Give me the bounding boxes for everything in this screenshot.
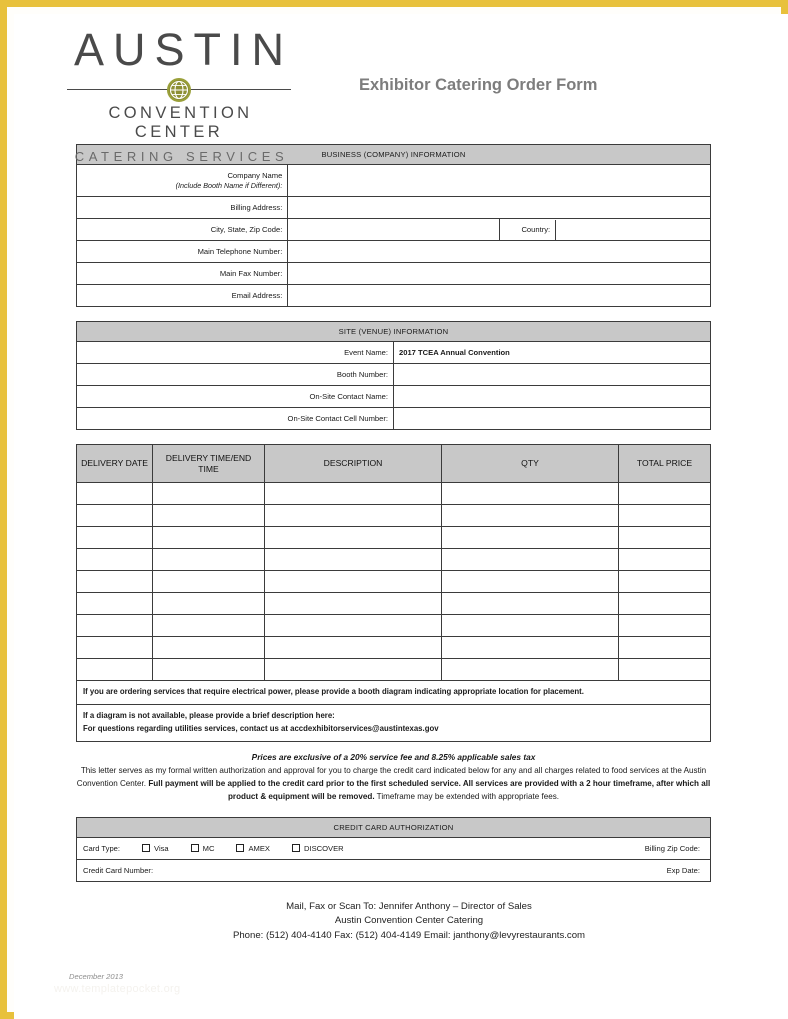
table-row (77, 241, 711, 263)
footer-line-company: Austin Convention Center Catering (334, 915, 484, 927)
diagram-note (77, 704, 711, 741)
onsite-contact-cell-input[interactable] (394, 408, 711, 430)
document-footer (59, 900, 759, 943)
order-cell[interactable] (153, 527, 265, 549)
order-cell[interactable] (153, 615, 265, 637)
table-row (77, 483, 711, 505)
table-row (77, 571, 711, 593)
billing-address-input[interactable] (288, 197, 711, 219)
globe-icon (167, 78, 191, 102)
order-cell[interactable] (153, 549, 265, 571)
order-cell[interactable] (153, 659, 265, 681)
footer-line-mail-to: Mail, Fax or Scan To: Jennifer Anthony – Director of Sales (286, 901, 532, 913)
section-spacer (14, 307, 788, 321)
col-description: DESCRIPTION (265, 445, 442, 483)
company-name-label-note: (Include Booth Name if Different): (175, 180, 283, 190)
card-number-label: Credit Card Number: (83, 866, 154, 876)
onsite-contact-name-label: On-Site Contact Name: (77, 386, 394, 408)
table-row (77, 408, 711, 430)
billing-zip-label: Billing Zip Code: (644, 844, 700, 854)
credit-card-authorization-section (76, 817, 711, 882)
company-name-label-text: Company Name (227, 171, 283, 181)
order-cell[interactable] (265, 593, 442, 615)
checkbox-amex[interactable] (236, 844, 244, 852)
order-cell[interactable] (442, 615, 619, 637)
email-address-label: Email Address: (77, 285, 288, 307)
table-row (77, 704, 711, 741)
order-cell[interactable] (442, 571, 619, 593)
document-page (14, 14, 788, 1019)
exp-date-group[interactable] (667, 866, 704, 875)
table-row (77, 527, 711, 549)
logo-divider (59, 76, 299, 102)
onsite-contact-cell-label: On-Site Contact Cell Number: (77, 408, 394, 430)
order-cell[interactable] (619, 505, 711, 527)
order-items-table (76, 444, 711, 742)
order-cell[interactable] (619, 527, 711, 549)
card-option-amex[interactable] (236, 844, 270, 853)
terms-part1: This letter serves as my formal written authorization and approval for you to charge the credit card indicated below for any and all charges related to food services at the Austin Convention Center. (76, 766, 707, 788)
country-cell (499, 219, 710, 241)
order-cell[interactable] (153, 505, 265, 527)
table-row (77, 659, 711, 681)
order-cell[interactable] (619, 615, 711, 637)
order-cell[interactable] (77, 593, 153, 615)
order-cell[interactable] (153, 483, 265, 505)
terms-part2-bold: Full payment will be applied to the credit card prior to the first scheduled service. All services are provided with a 2 hour timeframe, after which all product & equipment will be removed. (148, 778, 711, 801)
terms-paragraph (76, 751, 711, 803)
document-date: December 2013 (69, 972, 124, 981)
card-option-discover[interactable] (292, 844, 344, 853)
checkbox-visa[interactable] (142, 844, 150, 852)
col-total-price: TOTAL PRICE (619, 445, 711, 483)
section-spacer (14, 430, 788, 444)
card-option-discover-label: DISCOVER (304, 844, 344, 854)
onsite-contact-name-input[interactable] (394, 386, 711, 408)
col-delivery-date: DELIVERY DATE (77, 445, 153, 483)
order-cell[interactable] (77, 549, 153, 571)
checkbox-mc[interactable] (191, 844, 199, 852)
booth-number-input[interactable] (394, 364, 711, 386)
price-exclusions-note: Prices are exclusive of a 20% service fee and 8.25% applicable sales tax (251, 751, 536, 762)
table-row (77, 681, 711, 705)
diagram-note-line2: For questions regarding utilities services, contact us at accdexhibitorservices@austintexas.gov (83, 723, 439, 733)
table-row (77, 838, 711, 860)
logo-austin-text: AUSTIN (73, 24, 293, 75)
business-information-section (76, 144, 711, 307)
order-cell[interactable] (265, 659, 442, 681)
credit-card-table (76, 817, 711, 882)
city-state-zip-input[interactable] (288, 219, 499, 241)
table-row (77, 386, 711, 408)
card-option-visa[interactable] (142, 844, 169, 853)
table-row (77, 219, 711, 241)
order-cell[interactable] (265, 615, 442, 637)
order-cell[interactable] (619, 483, 711, 505)
order-cell[interactable] (442, 659, 619, 681)
order-cell[interactable] (265, 549, 442, 571)
order-cell[interactable] (77, 571, 153, 593)
order-cell[interactable] (619, 637, 711, 659)
card-option-visa-label: Visa (154, 844, 169, 854)
card-option-mc[interactable] (191, 844, 215, 853)
main-fax-label: Main Fax Number: (77, 263, 288, 285)
company-name-input[interactable] (288, 165, 711, 197)
watermark: www.templatepocket.org (54, 983, 181, 995)
exp-date-label: Exp Date: (666, 866, 700, 876)
table-row (77, 549, 711, 571)
order-cell[interactable] (265, 527, 442, 549)
order-cell[interactable] (619, 659, 711, 681)
billing-zip-group[interactable] (645, 844, 704, 853)
footer-line-contact: Phone: (512) 404-4140 Fax: (512) 404-4149 Email: janthony@levyrestaurants.com (232, 929, 586, 941)
table-row (77, 165, 711, 197)
event-name-label: Event Name: (77, 342, 394, 364)
terms-part3: Timeframe may be extended with appropriate fees. (374, 791, 560, 801)
col-qty: QTY (442, 445, 619, 483)
city-state-zip-label: City, State, Zip Code: (77, 219, 288, 241)
site-section-title: SITE (VENUE) INFORMATION (77, 322, 711, 342)
order-items-body (77, 483, 711, 681)
main-telephone-label: Main Telephone Number: (77, 241, 288, 263)
table-row (77, 285, 711, 307)
table-row (77, 364, 711, 386)
logo-catering-services-text: CATERING SERVICES (74, 149, 289, 165)
order-cell[interactable] (442, 505, 619, 527)
card-number-row (77, 860, 711, 882)
main-fax-input[interactable] (288, 263, 711, 285)
order-cell[interactable] (619, 549, 711, 571)
business-section-title: BUSINESS (COMPANY) INFORMATION (77, 145, 711, 165)
credit-card-section-title: CREDIT CARD AUTHORIZATION (77, 818, 711, 838)
order-cell[interactable] (77, 527, 153, 549)
table-row (77, 197, 711, 219)
site-information-section (76, 321, 711, 430)
order-cell[interactable] (265, 505, 442, 527)
booth-number-label: Booth Number: (77, 364, 394, 386)
order-notes-body (77, 681, 711, 742)
order-cell[interactable] (265, 571, 442, 593)
order-cell[interactable] (77, 615, 153, 637)
billing-address-label: Billing Address: (77, 197, 288, 219)
table-row (77, 860, 711, 882)
order-details-section (76, 444, 711, 742)
main-telephone-input[interactable] (288, 241, 711, 263)
checkbox-discover[interactable] (292, 844, 300, 852)
table-row (77, 342, 711, 364)
logo-convention-center-text: CONVENTION CENTER (108, 104, 253, 142)
order-cell[interactable] (77, 659, 153, 681)
order-cell[interactable] (153, 593, 265, 615)
card-option-amex-label: AMEX (248, 844, 270, 854)
table-row (77, 263, 711, 285)
business-information-table (76, 144, 711, 307)
order-cell[interactable] (265, 483, 442, 505)
table-row (77, 818, 711, 838)
order-cell[interactable] (619, 593, 711, 615)
order-cell[interactable] (619, 571, 711, 593)
card-option-mc-label: MC (202, 844, 215, 854)
order-cell[interactable] (77, 637, 153, 659)
country-label: Country: (500, 220, 556, 240)
order-cell[interactable] (442, 483, 619, 505)
order-cell[interactable] (77, 483, 153, 505)
col-delivery-time: DELIVERY TIME/END TIME (153, 445, 265, 483)
card-type-label: Card Type: (83, 844, 121, 854)
table-row (77, 593, 711, 615)
diagram-note-line1: If a diagram is not available, please provide a brief description here: (83, 710, 335, 720)
table-header-row (77, 445, 711, 483)
event-name-input[interactable]: 2017 TCEA Annual Convention (394, 342, 711, 364)
order-cell[interactable] (153, 571, 265, 593)
order-cell[interactable] (442, 549, 619, 571)
table-row (77, 505, 711, 527)
site-information-table (76, 321, 711, 430)
company-name-label (77, 165, 288, 197)
country-input[interactable] (556, 220, 710, 240)
email-address-input[interactable] (288, 285, 711, 307)
electrical-power-note: If you are ordering services that require electrical power, please provide a booth diagram indicating appropriate location for placement. (77, 681, 711, 705)
order-cell[interactable] (442, 527, 619, 549)
brand-logo (59, 26, 299, 164)
table-row (77, 637, 711, 659)
table-row (77, 322, 711, 342)
order-cell[interactable] (153, 637, 265, 659)
section-spacer (14, 803, 788, 817)
table-row (77, 615, 711, 637)
card-type-row (77, 838, 711, 860)
order-cell[interactable] (265, 637, 442, 659)
page-title: Exhibitor Catering Order Form (359, 76, 598, 94)
order-cell[interactable] (442, 637, 619, 659)
order-cell[interactable] (442, 593, 619, 615)
order-cell[interactable] (77, 505, 153, 527)
